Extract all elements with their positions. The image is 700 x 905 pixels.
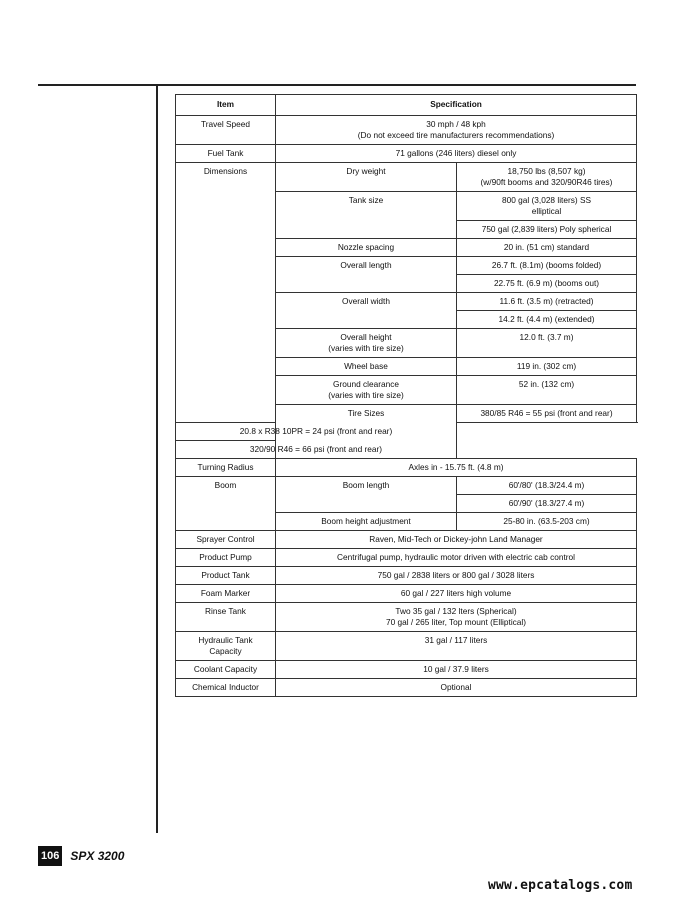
specifications-table <box>175 94 637 697</box>
table-row <box>176 477 637 495</box>
value-cell: 60'/90' (18.3/27.4 m) <box>457 495 637 513</box>
table-row <box>176 603 637 632</box>
table-row <box>176 661 637 679</box>
value-cell: 750 gal (2,839 liters) Poly spherical <box>457 221 637 239</box>
spec-cell: 320/90 R46 = 66 psi (front and rear) <box>176 441 457 459</box>
value-cell: 12.0 ft. (3.7 m) <box>457 329 637 358</box>
value-cell: 800 gal (3,028 liters) SS elliptical <box>457 192 637 221</box>
spec-cell: 380/85 R46 = 55 psi (front and rear) <box>457 405 637 423</box>
left-margin-rule <box>156 84 158 833</box>
table-row <box>176 441 637 459</box>
spec-cell: Centrifugal pump, hydraulic motor driven with electric cab control <box>276 549 637 567</box>
value-cell: 14.2 ft. (4.4 m) (extended) <box>457 311 637 329</box>
item-cell: Fuel Tank <box>176 145 276 163</box>
spec-cell: 71 gallons (246 liters) diesel only <box>276 145 637 163</box>
item-cell: Travel Speed <box>176 116 276 145</box>
sub-label-cell: Overall height (varies with tire size) <box>276 329 457 358</box>
value-cell: 52 in. (132 cm) <box>457 376 637 405</box>
watermark-url: www.epcatalogs.com <box>488 878 633 893</box>
sub-label-cell: Tank size <box>276 192 457 239</box>
table-row <box>176 679 637 697</box>
item-cell: Dimensions <box>176 163 276 423</box>
value-cell: 119 in. (302 cm) <box>457 358 637 376</box>
sub-label-cell: Boom length <box>276 477 457 513</box>
table-row <box>176 163 637 192</box>
spec-cell: 20.8 x R38 10PR = 24 psi (front and rear) <box>176 423 457 441</box>
sub-label-cell: Overall width <box>276 293 457 329</box>
table-row <box>176 423 637 441</box>
item-cell: Product Tank <box>176 567 276 585</box>
item-cell: Tire Sizes <box>276 405 457 459</box>
item-cell: Foam Marker <box>176 585 276 603</box>
value-cell: 26.7 ft. (8.1m) (booms folded) <box>457 257 637 275</box>
value-cell: 18,750 lbs (8,507 kg) (w/90ft booms and 320/90R46 tires) <box>457 163 637 192</box>
sub-label-cell: Boom height adjustment <box>276 513 457 531</box>
header-item: Item <box>176 95 276 116</box>
table-row <box>176 549 637 567</box>
spec-cell: Axles in - 15.75 ft. (4.8 m) <box>276 459 637 477</box>
header-specification: Specification <box>276 95 637 116</box>
spec-cell: 30 mph / 48 kph (Do not exceed tire manufacturers recommendations) <box>276 116 637 145</box>
table-header-row <box>176 95 637 116</box>
value-cell: 60'/80' (18.3/24.4 m) <box>457 477 637 495</box>
table-row <box>176 567 637 585</box>
value-cell: 22.75 ft. (6.9 m) (booms out) <box>457 275 637 293</box>
spec-cell: Optional <box>276 679 637 697</box>
sub-label-cell: Ground clearance (varies with tire size) <box>276 376 457 405</box>
sub-label-cell: Dry weight <box>276 163 457 192</box>
table-row <box>176 116 637 145</box>
table-row <box>176 585 637 603</box>
sub-label-cell: Wheel base <box>276 358 457 376</box>
value-cell: 11.6 ft. (3.5 m) (retracted) <box>457 293 637 311</box>
sub-label-cell: Overall length <box>276 257 457 293</box>
item-cell: Product Pump <box>176 549 276 567</box>
model-name: SPX 3200 <box>70 849 125 863</box>
item-cell: Hydraulic Tank Capacity <box>176 632 276 661</box>
table-row <box>176 145 637 163</box>
spec-cell: 750 gal / 2838 liters or 800 gal / 3028 liters <box>276 567 637 585</box>
table-row <box>176 459 637 477</box>
page-footer <box>38 846 124 866</box>
item-cell: Coolant Capacity <box>176 661 276 679</box>
spec-cell: Two 35 gal / 132 lters (Spherical) 70 gal / 265 liter, Top mount (Elliptical) <box>276 603 637 632</box>
value-cell: 25-80 in. (63.5-203 cm) <box>457 513 637 531</box>
spec-cell: Raven, Mid-Tech or Dickey-john Land Manager <box>276 531 637 549</box>
spec-cell: 60 gal / 227 liters high volume <box>276 585 637 603</box>
item-cell: Rinse Tank <box>176 603 276 632</box>
table-row <box>176 632 637 661</box>
top-rule <box>38 84 636 86</box>
table-row <box>176 531 637 549</box>
spec-cell: 31 gal / 117 liters <box>276 632 637 661</box>
sub-label-cell: Nozzle spacing <box>276 239 457 257</box>
spec-cell: 10 gal / 37.9 liters <box>276 661 637 679</box>
page-number: 106 <box>38 846 62 866</box>
item-cell: Boom <box>176 477 276 531</box>
item-cell: Chemical Inductor <box>176 679 276 697</box>
item-cell: Turning Radius <box>176 459 276 477</box>
item-cell: Sprayer Control <box>176 531 276 549</box>
value-cell: 20 in. (51 cm) standard <box>457 239 637 257</box>
